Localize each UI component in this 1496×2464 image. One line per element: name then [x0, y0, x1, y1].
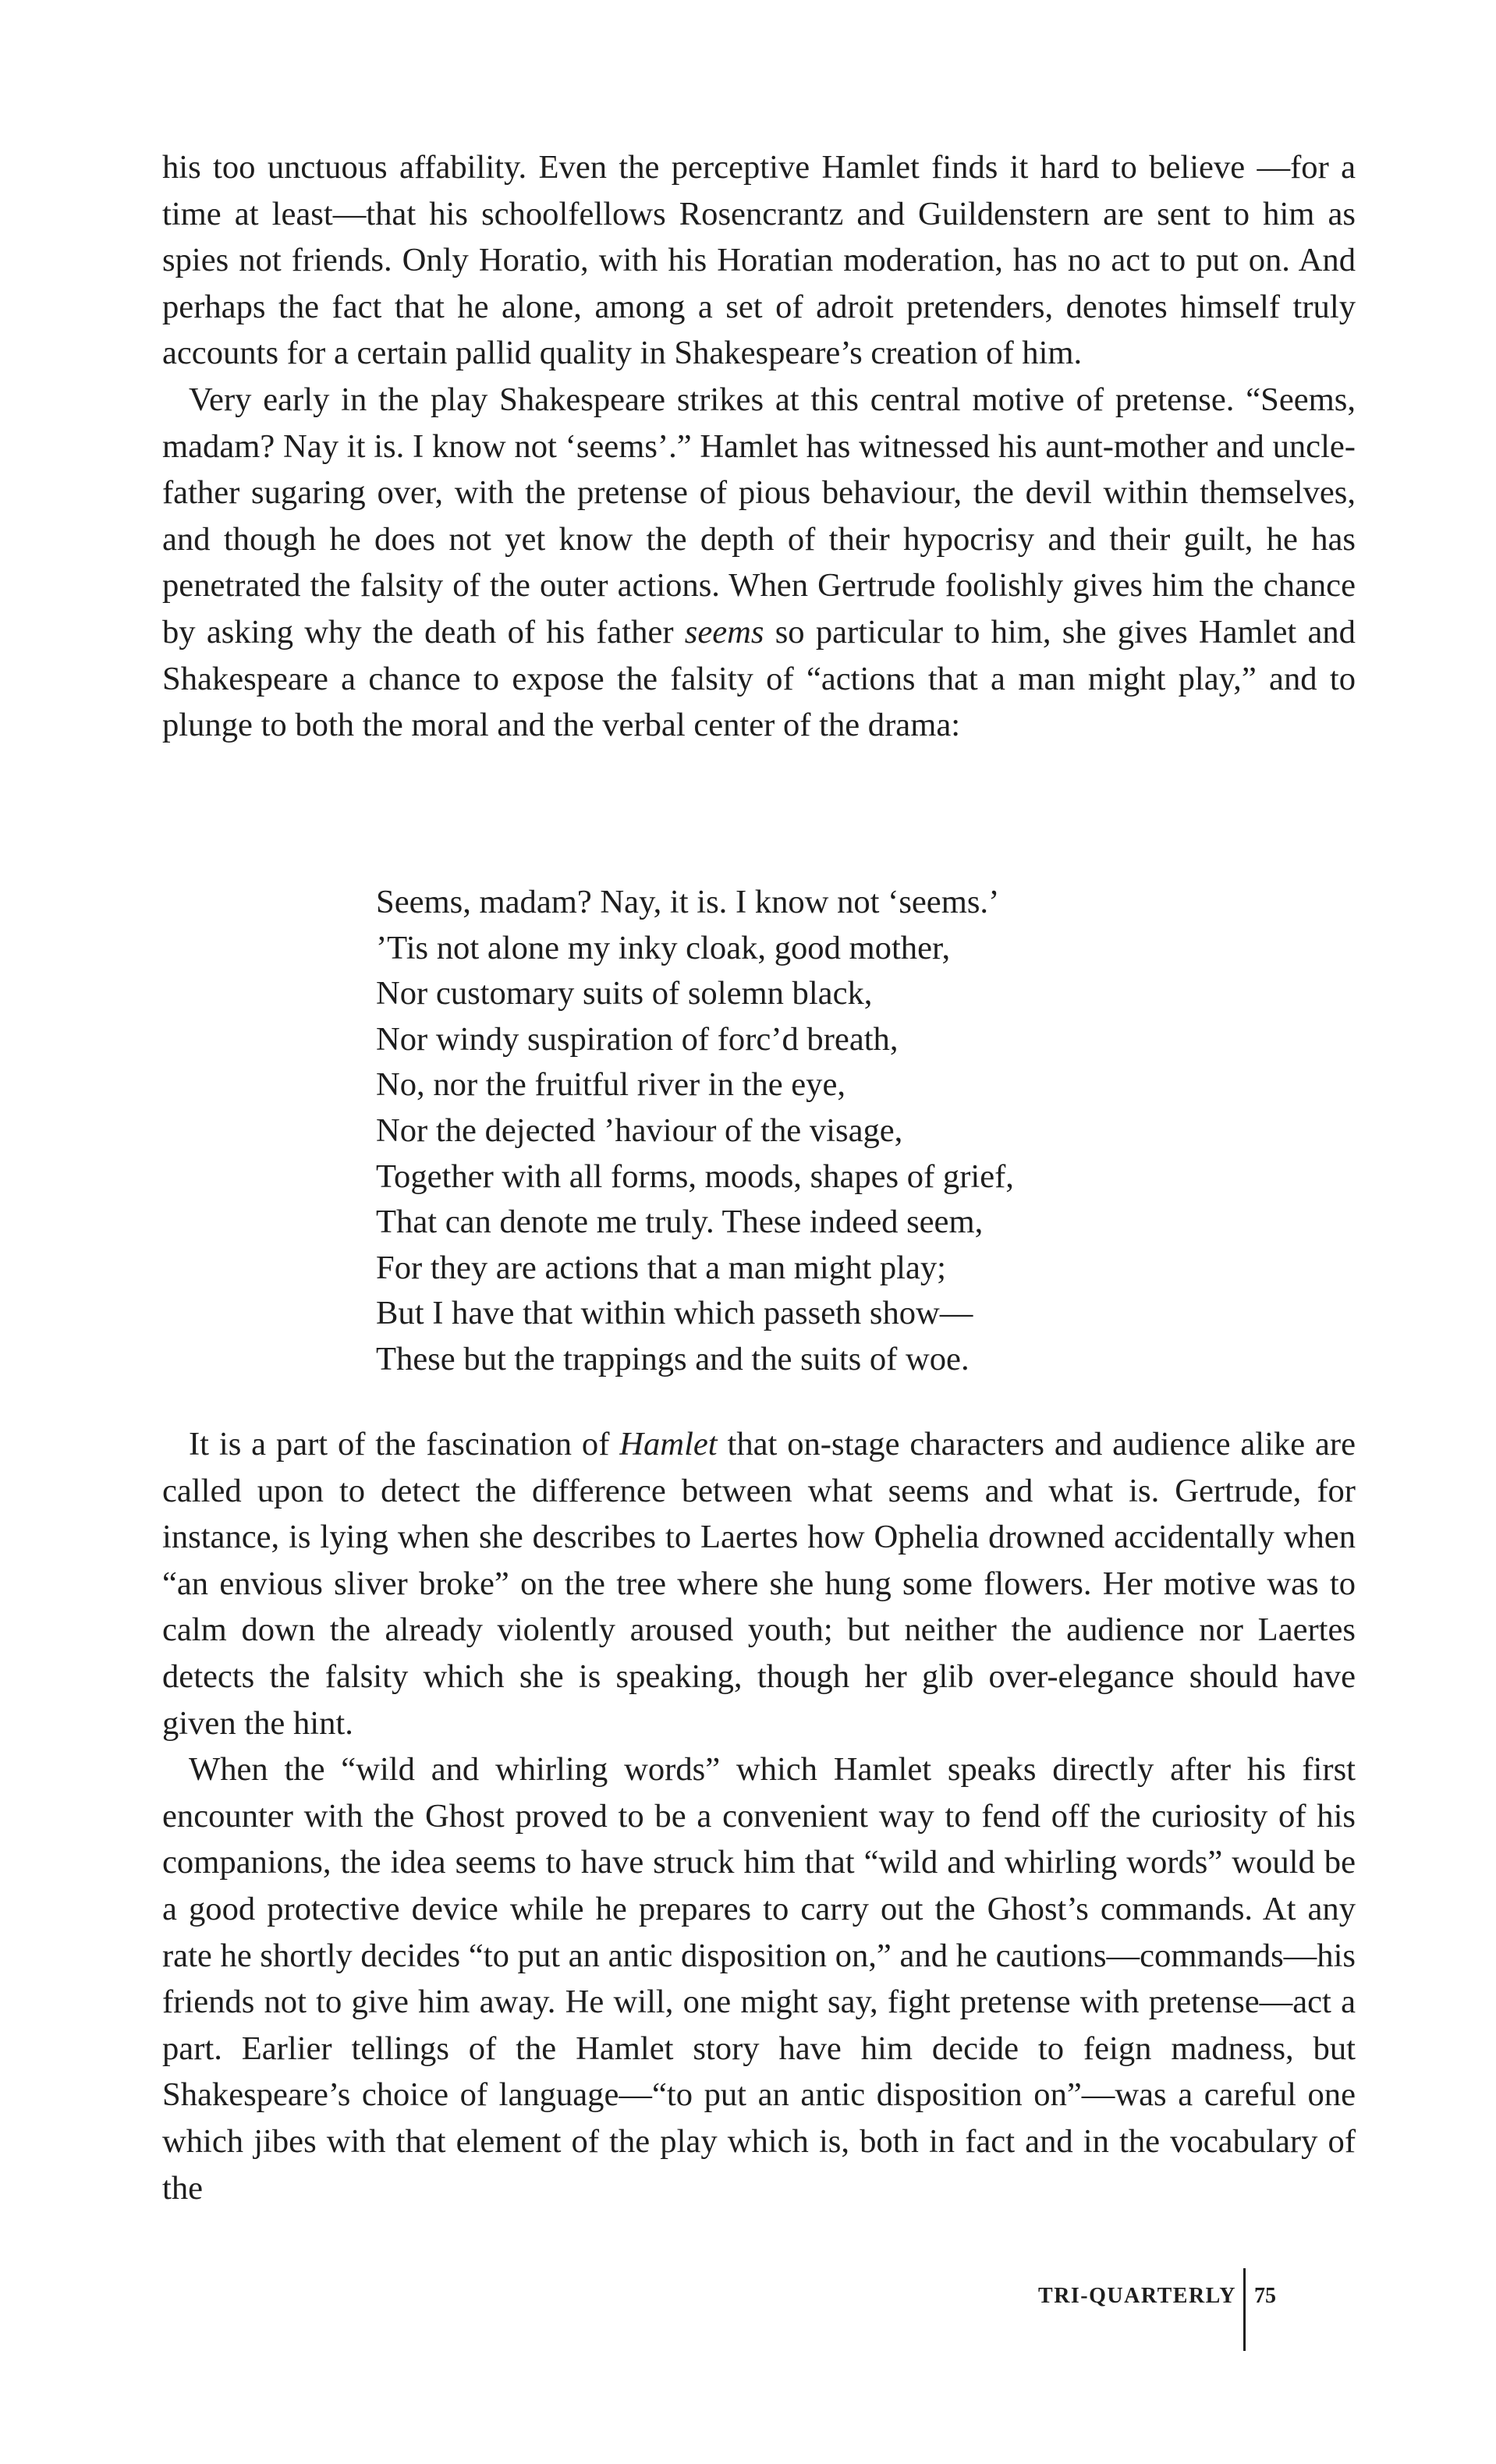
quotation-line: These but the trappings and the suits of woe.: [376, 1340, 970, 1377]
paragraph-fascination-part-1: It is a part of the fascination of: [189, 1426, 620, 1462]
quotation-line: But I have that within which passeth show—: [376, 1295, 973, 1332]
body-text-top: [162, 144, 1356, 749]
paragraph-seems: [162, 377, 1356, 749]
quotation-line: No, nor the fruitful river in the eye,: [376, 1066, 846, 1104]
emphasis-seems: seems: [684, 613, 764, 651]
quotation-line: That can denote me truly. These indeed seem,: [376, 1204, 984, 1241]
quotation-line: Nor windy suspiration of forc’d breath,: [376, 1020, 899, 1058]
title-hamlet: Hamlet: [619, 1426, 718, 1462]
block-quotation: [376, 880, 1014, 1383]
quotation-line: For they are actions that a man might play;: [376, 1249, 946, 1286]
quotation-line: Nor the dejected ’haviour of the visage,: [376, 1111, 903, 1149]
folio-divider: [1243, 2268, 1246, 2351]
paragraph-continued: his too unctuous affability. Even the perceptive Hamlet finds it hard to believe —for a time at least—that his schoolfellows Rosencrantz and Guildenstern are sent to him as spies not friends. Only Horatio, with his Horatian moderation, has no act to put on. And perhaps the fact that he alone, among a set of adroit pretenders, denotes himself truly accounts for a certain pallid quality in Shakespeare’s creation of him.: [162, 149, 1356, 372]
quotation-line: Together with all forms, moods, shapes of grief,: [376, 1158, 1014, 1195]
paragraph-wild-words: When the “wild and whirling words” which Hamlet speaks directly after his first encounter with the Ghost proved to be a convenient way to fend off the curiosity of his companions, the idea seems to have struck him that “wild and whirling words” would be a good protective device while he prepares to carry out the Ghost’s commands. At any rate he shortly decides “to put an antic disposition on,” and he cautions—commands—his friends not to give him away. He will, one might say, fight pretense with pretense—act a part. Earlier tellings of the Hamlet story have him decide to feign madness, but Shakespeare’s choice of language—“to put an antic disposition on”—was a careful one which jibes with that element of the play which is, both in fact and in the vocabulary of the: [162, 1751, 1356, 2207]
quotation-line: Seems, madam? Nay, it is. I know not ‘seems.’: [376, 884, 1000, 920]
paragraph-fascination-part-2: that on-stage characters and audience alike are called upon to detect the difference between what seems and what is. Gertrude, for instance, is lying when she describes to Laertes how Ophelia drowned accidentally when “an envious sliver broke” on the tree where she hung some flowers. Her motive was to calm down the already violently aroused youth; but neither the audience nor Laertes detects the falsity which she is speaking, though her glib over-elegance should have given the hint.: [162, 1426, 1356, 1742]
paragraph-fascination: [162, 1421, 1356, 1746]
page-footer: [0, 2260, 1496, 2354]
quotation-line: Nor customary suits of solemn black,: [376, 975, 873, 1012]
journal-name: TRI-QUARTERLY: [1038, 2284, 1236, 2308]
quotation-line: ’Tis not alone my inky cloak, good mother,: [376, 929, 951, 966]
page-number: 75: [1254, 2284, 1276, 2308]
paragraph-seems-part-1: Very early in the play Shakespeare strikes at this central motive of pretense. “Seems, madam? Nay it is. I know not ‘seems’.” Hamlet has witnessed his aunt-mother and uncle-father sugaring over, with the pretense of pious behaviour, the devil within themselves, and though he does not yet know the depth of their hypocrisy and their guilt, he has penetrated the falsity of the outer actions. When Gertrude foolishly gives him the chance by asking why the death of his father: [162, 381, 1356, 651]
paragraph-seems-part-2: so particular to him, she gives Hamlet and Shakespeare a chance to expose the falsity of “actions that a man might play,” and to plunge to both the moral and the verbal center of the drama:: [162, 613, 1356, 744]
body-text-bottom: [162, 1421, 1356, 2211]
